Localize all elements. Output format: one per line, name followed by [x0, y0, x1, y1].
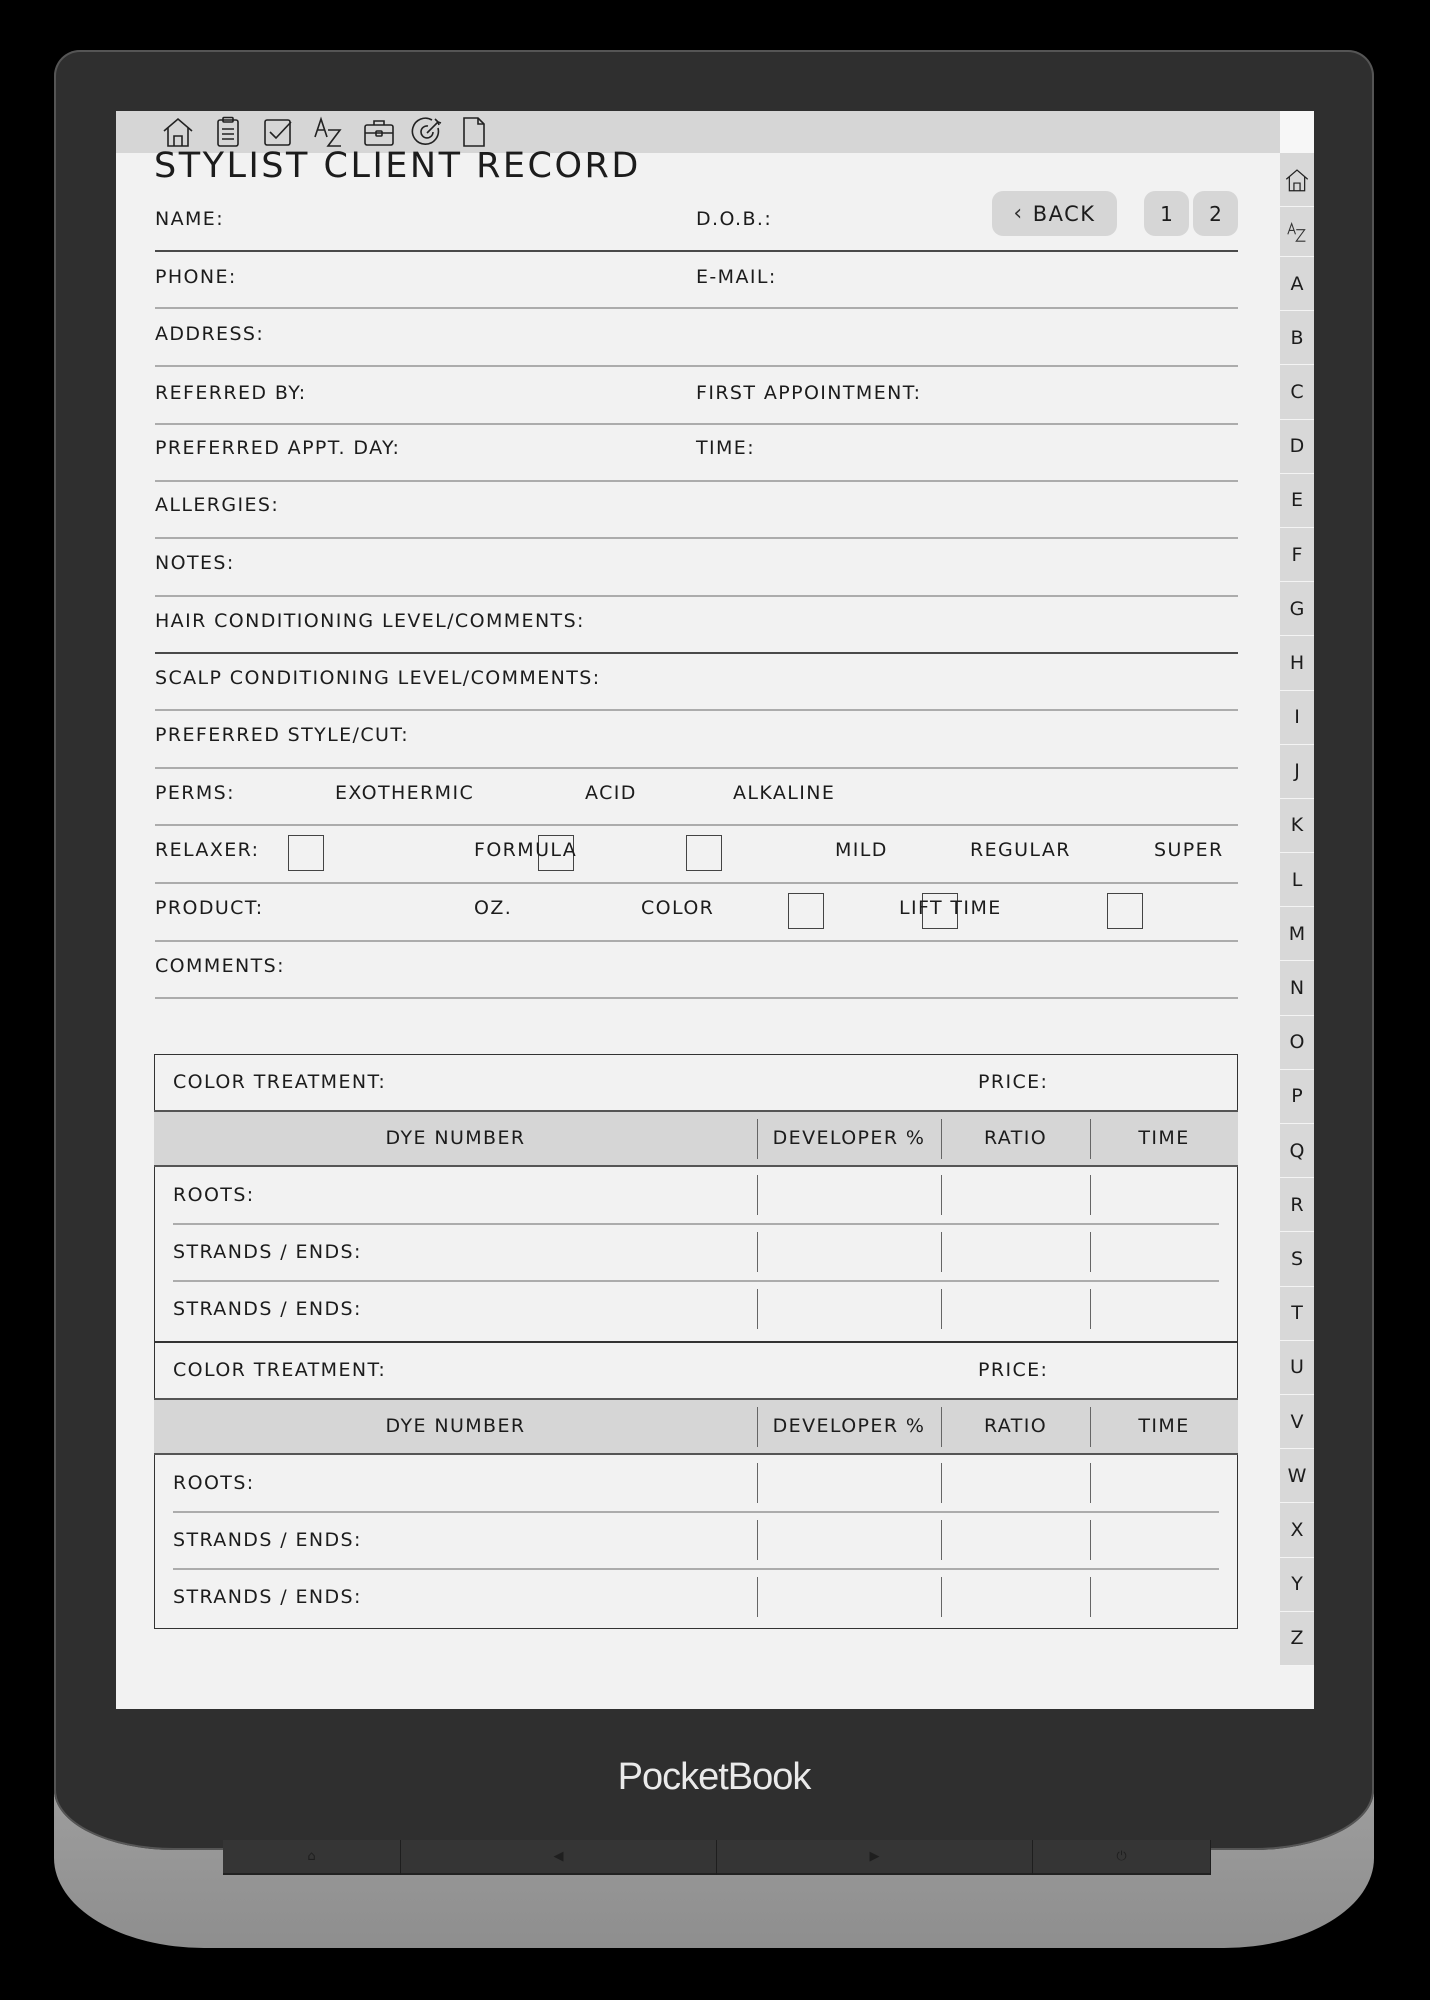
screen — [116, 111, 1314, 1709]
column-header: DEVELOPER % — [772, 1415, 926, 1437]
exothermic-checkbox[interactable] — [288, 835, 324, 871]
developer-cell[interactable] — [757, 1569, 941, 1625]
page-2-button[interactable]: 2 — [1193, 191, 1238, 236]
product-label: PRODUCT: — [155, 897, 264, 919]
sidebar-letter-q[interactable]: Q — [1280, 1124, 1314, 1178]
exothermic-label: EXOTHERMIC — [335, 782, 475, 804]
sidebar-letter-k[interactable]: K — [1280, 799, 1314, 853]
hair-line[interactable] — [155, 709, 1238, 711]
allergies-line[interactable] — [155, 595, 1238, 597]
sidebar-letter-u[interactable]: U — [1280, 1341, 1314, 1395]
sidebar-letter-j[interactable]: J — [1280, 745, 1314, 799]
time-cell[interactable] — [1090, 1569, 1238, 1625]
page-title: STYLIST CLIENT RECORD — [154, 146, 641, 186]
table-row-label: ROOTS: — [173, 1472, 255, 1494]
developer-cell[interactable] — [757, 1512, 941, 1568]
sidebar-letter-n[interactable]: N — [1280, 961, 1314, 1015]
sidebar-letter-d[interactable]: D — [1280, 420, 1314, 474]
table-row-label: STRANDS / ENDS: — [173, 1241, 362, 1263]
clipboard-icon[interactable] — [211, 115, 245, 149]
sidebar-letter-x[interactable]: X — [1280, 1503, 1314, 1557]
ratio-cell[interactable] — [941, 1512, 1090, 1568]
preferred-style-label: PREFERRED STYLE/CUT: — [155, 724, 410, 746]
sidebar-letter-l[interactable]: L — [1280, 853, 1314, 907]
perms-label: PERMS: — [155, 782, 235, 804]
sidebar-letter-w[interactable]: W — [1280, 1449, 1314, 1503]
time-label: TIME: — [696, 437, 756, 459]
sidebar-letter-i[interactable]: I — [1280, 691, 1314, 745]
relaxer-label: RELAXER: — [155, 839, 260, 861]
address-line[interactable] — [155, 423, 1238, 425]
dye-number-cell[interactable] — [324, 1455, 757, 1511]
hw-power-button[interactable] — [1033, 1840, 1211, 1875]
ratio-cell[interactable] — [941, 1224, 1090, 1280]
oz-label: OZ. — [474, 897, 513, 919]
back-button[interactable] — [992, 191, 1117, 236]
dye-number-cell[interactable] — [324, 1512, 757, 1568]
column-divider — [1090, 1119, 1091, 1159]
preferred-day-label: PREFERRED APPT. DAY: — [155, 437, 401, 459]
notes-label: NOTES: — [155, 552, 235, 574]
product-line[interactable] — [155, 997, 1238, 999]
sidebar-letter-z[interactable]: Z — [1280, 1612, 1314, 1666]
hw-home-button[interactable] — [223, 1840, 401, 1875]
scalp-line[interactable] — [155, 767, 1238, 769]
az-sort-icon[interactable] — [311, 115, 345, 149]
sidebar-letter-h[interactable]: H — [1280, 636, 1314, 690]
developer-cell[interactable] — [757, 1224, 941, 1280]
sidebar-letter-r[interactable]: R — [1280, 1178, 1314, 1232]
relaxer-line[interactable] — [155, 940, 1238, 942]
mild-label: MILD — [835, 839, 888, 861]
column-header: DEVELOPER % — [772, 1127, 926, 1149]
table-row-label: STRANDS / ENDS: — [173, 1529, 362, 1551]
referred-by-label: REFERRED BY: — [155, 382, 307, 404]
comments-label: COMMENTS: — [155, 955, 285, 977]
power-icon: ⏻ — [1116, 1849, 1127, 1864]
referred-line[interactable] — [155, 480, 1238, 482]
sidebar-letter-b[interactable]: B — [1280, 311, 1314, 365]
target-icon[interactable] — [411, 115, 445, 149]
time-cell[interactable] — [1090, 1455, 1238, 1511]
table-row-label: STRANDS / ENDS: — [173, 1298, 362, 1320]
column-divider — [941, 1407, 942, 1447]
home-icon — [1284, 167, 1310, 193]
name-label: NAME: — [155, 208, 225, 230]
allergies-label: ALLERGIES: — [155, 494, 280, 516]
sidebar-letter-v[interactable]: V — [1280, 1395, 1314, 1449]
column-divider — [757, 1407, 758, 1447]
time-cell[interactable] — [1090, 1512, 1238, 1568]
hw-next-button[interactable] — [717, 1840, 1033, 1875]
hair-conditioning-label: HAIR CONDITIONING LEVEL/COMMENTS: — [155, 610, 585, 632]
dob-label: D.O.B.: — [696, 208, 773, 230]
column-divider — [757, 1119, 758, 1159]
column-divider — [1090, 1407, 1091, 1447]
ratio-cell[interactable] — [941, 1167, 1090, 1223]
checkbox-icon[interactable] — [261, 115, 295, 149]
sidebar-letter-e[interactable]: E — [1280, 474, 1314, 528]
ratio-cell[interactable] — [941, 1455, 1090, 1511]
style-line[interactable] — [155, 824, 1238, 826]
color-treatment-label: COLOR TREATMENT: — [173, 1359, 387, 1381]
sidebar-letter-a[interactable]: A — [1280, 257, 1314, 311]
sidebar-home[interactable] — [1280, 153, 1314, 207]
name-line[interactable] — [155, 307, 1238, 309]
dye-number-cell[interactable] — [324, 1281, 757, 1337]
color-label: COLOR — [641, 897, 715, 919]
home-icon[interactable] — [161, 115, 195, 149]
page-1-button[interactable]: 1 — [1144, 191, 1189, 236]
header-divider — [155, 250, 1238, 252]
sidebar-letter-p[interactable]: P — [1280, 1070, 1314, 1124]
chevron-left-icon: ‹ — [1013, 201, 1024, 226]
back-label: BACK — [1032, 201, 1096, 226]
price-label: PRICE: — [978, 1359, 1049, 1381]
developer-cell[interactable] — [757, 1455, 941, 1511]
arrow-right-icon: ▶ — [869, 1849, 880, 1864]
super-label: SUPER — [1154, 839, 1224, 861]
hardware-buttons — [223, 1840, 1211, 1873]
sidebar-letter-m[interactable]: M — [1280, 907, 1314, 961]
perms-line — [155, 882, 1238, 884]
alkaline-label: ALKALINE — [733, 782, 836, 804]
column-header: TIME — [1138, 1415, 1190, 1437]
sidebar-letter-t[interactable]: T — [1280, 1287, 1314, 1341]
time-cell[interactable] — [1090, 1167, 1238, 1223]
address-label: ADDRESS: — [155, 323, 265, 345]
price-label: PRICE: — [978, 1071, 1049, 1093]
color-treatment-label: COLOR TREATMENT: — [173, 1071, 387, 1093]
column-header: DYE NUMBER — [385, 1127, 526, 1149]
column-header: TIME — [1138, 1127, 1190, 1149]
developer-cell[interactable] — [757, 1281, 941, 1337]
sidebar-letter-o[interactable]: O — [1280, 1016, 1314, 1070]
phone-label: PHONE: — [155, 266, 237, 288]
sidebar-az[interactable] — [1280, 207, 1314, 257]
index-sidebar — [1280, 153, 1314, 1666]
phone-line[interactable] — [155, 365, 1238, 367]
lift-time-label: LIFT TIME — [899, 897, 1002, 919]
column-divider — [941, 1119, 942, 1159]
column-header: RATIO — [983, 1127, 1048, 1149]
az-icon — [1284, 219, 1310, 245]
preferred-day-line[interactable] — [155, 537, 1238, 539]
dye-number-cell[interactable] — [324, 1167, 757, 1223]
ratio-cell[interactable] — [941, 1569, 1090, 1625]
scalp-conditioning-label: SCALP CONDITIONING LEVEL/COMMENTS: — [155, 667, 601, 689]
section-divider — [154, 1341, 1238, 1343]
ratio-cell[interactable] — [941, 1281, 1090, 1337]
table-row-label: ROOTS: — [173, 1184, 255, 1206]
column-header: RATIO — [983, 1415, 1048, 1437]
email-label: E-MAIL: — [696, 266, 777, 288]
time-cell[interactable] — [1090, 1281, 1238, 1337]
time-cell[interactable] — [1090, 1224, 1238, 1280]
first-appointment-label: FIRST APPOINTMENT: — [696, 382, 922, 404]
sidebar-letter-y[interactable]: Y — [1280, 1558, 1314, 1612]
arrow-left-icon: ◀ — [553, 1849, 564, 1864]
column-header: DYE NUMBER — [385, 1415, 526, 1437]
file-icon[interactable] — [457, 115, 491, 149]
sidebar-letter-g[interactable]: G — [1280, 582, 1314, 636]
sidebar-letter-s[interactable]: S — [1280, 1232, 1314, 1286]
dye-number-cell[interactable] — [324, 1224, 757, 1280]
acid-label: ACID — [585, 782, 637, 804]
home-icon: ⌂ — [307, 1849, 316, 1864]
brand-logo: PocketBook — [617, 1756, 811, 1798]
sidebar-letter-f[interactable]: F — [1280, 528, 1314, 582]
alkaline-checkbox[interactable] — [686, 835, 722, 871]
regular-label: REGULAR — [970, 839, 1071, 861]
formula-label: FORMULA — [474, 839, 578, 861]
super-checkbox[interactable] — [1107, 893, 1143, 929]
developer-cell[interactable] — [757, 1167, 941, 1223]
notes-divider[interactable] — [155, 652, 1238, 654]
mild-checkbox[interactable] — [788, 893, 824, 929]
hw-prev-button[interactable] — [401, 1840, 717, 1875]
briefcase-icon[interactable] — [362, 115, 396, 149]
toolbar-corner — [1280, 111, 1314, 153]
table-row-label: STRANDS / ENDS: — [173, 1586, 362, 1608]
sidebar-letter-c[interactable]: C — [1280, 365, 1314, 419]
dye-number-cell[interactable] — [324, 1569, 757, 1625]
